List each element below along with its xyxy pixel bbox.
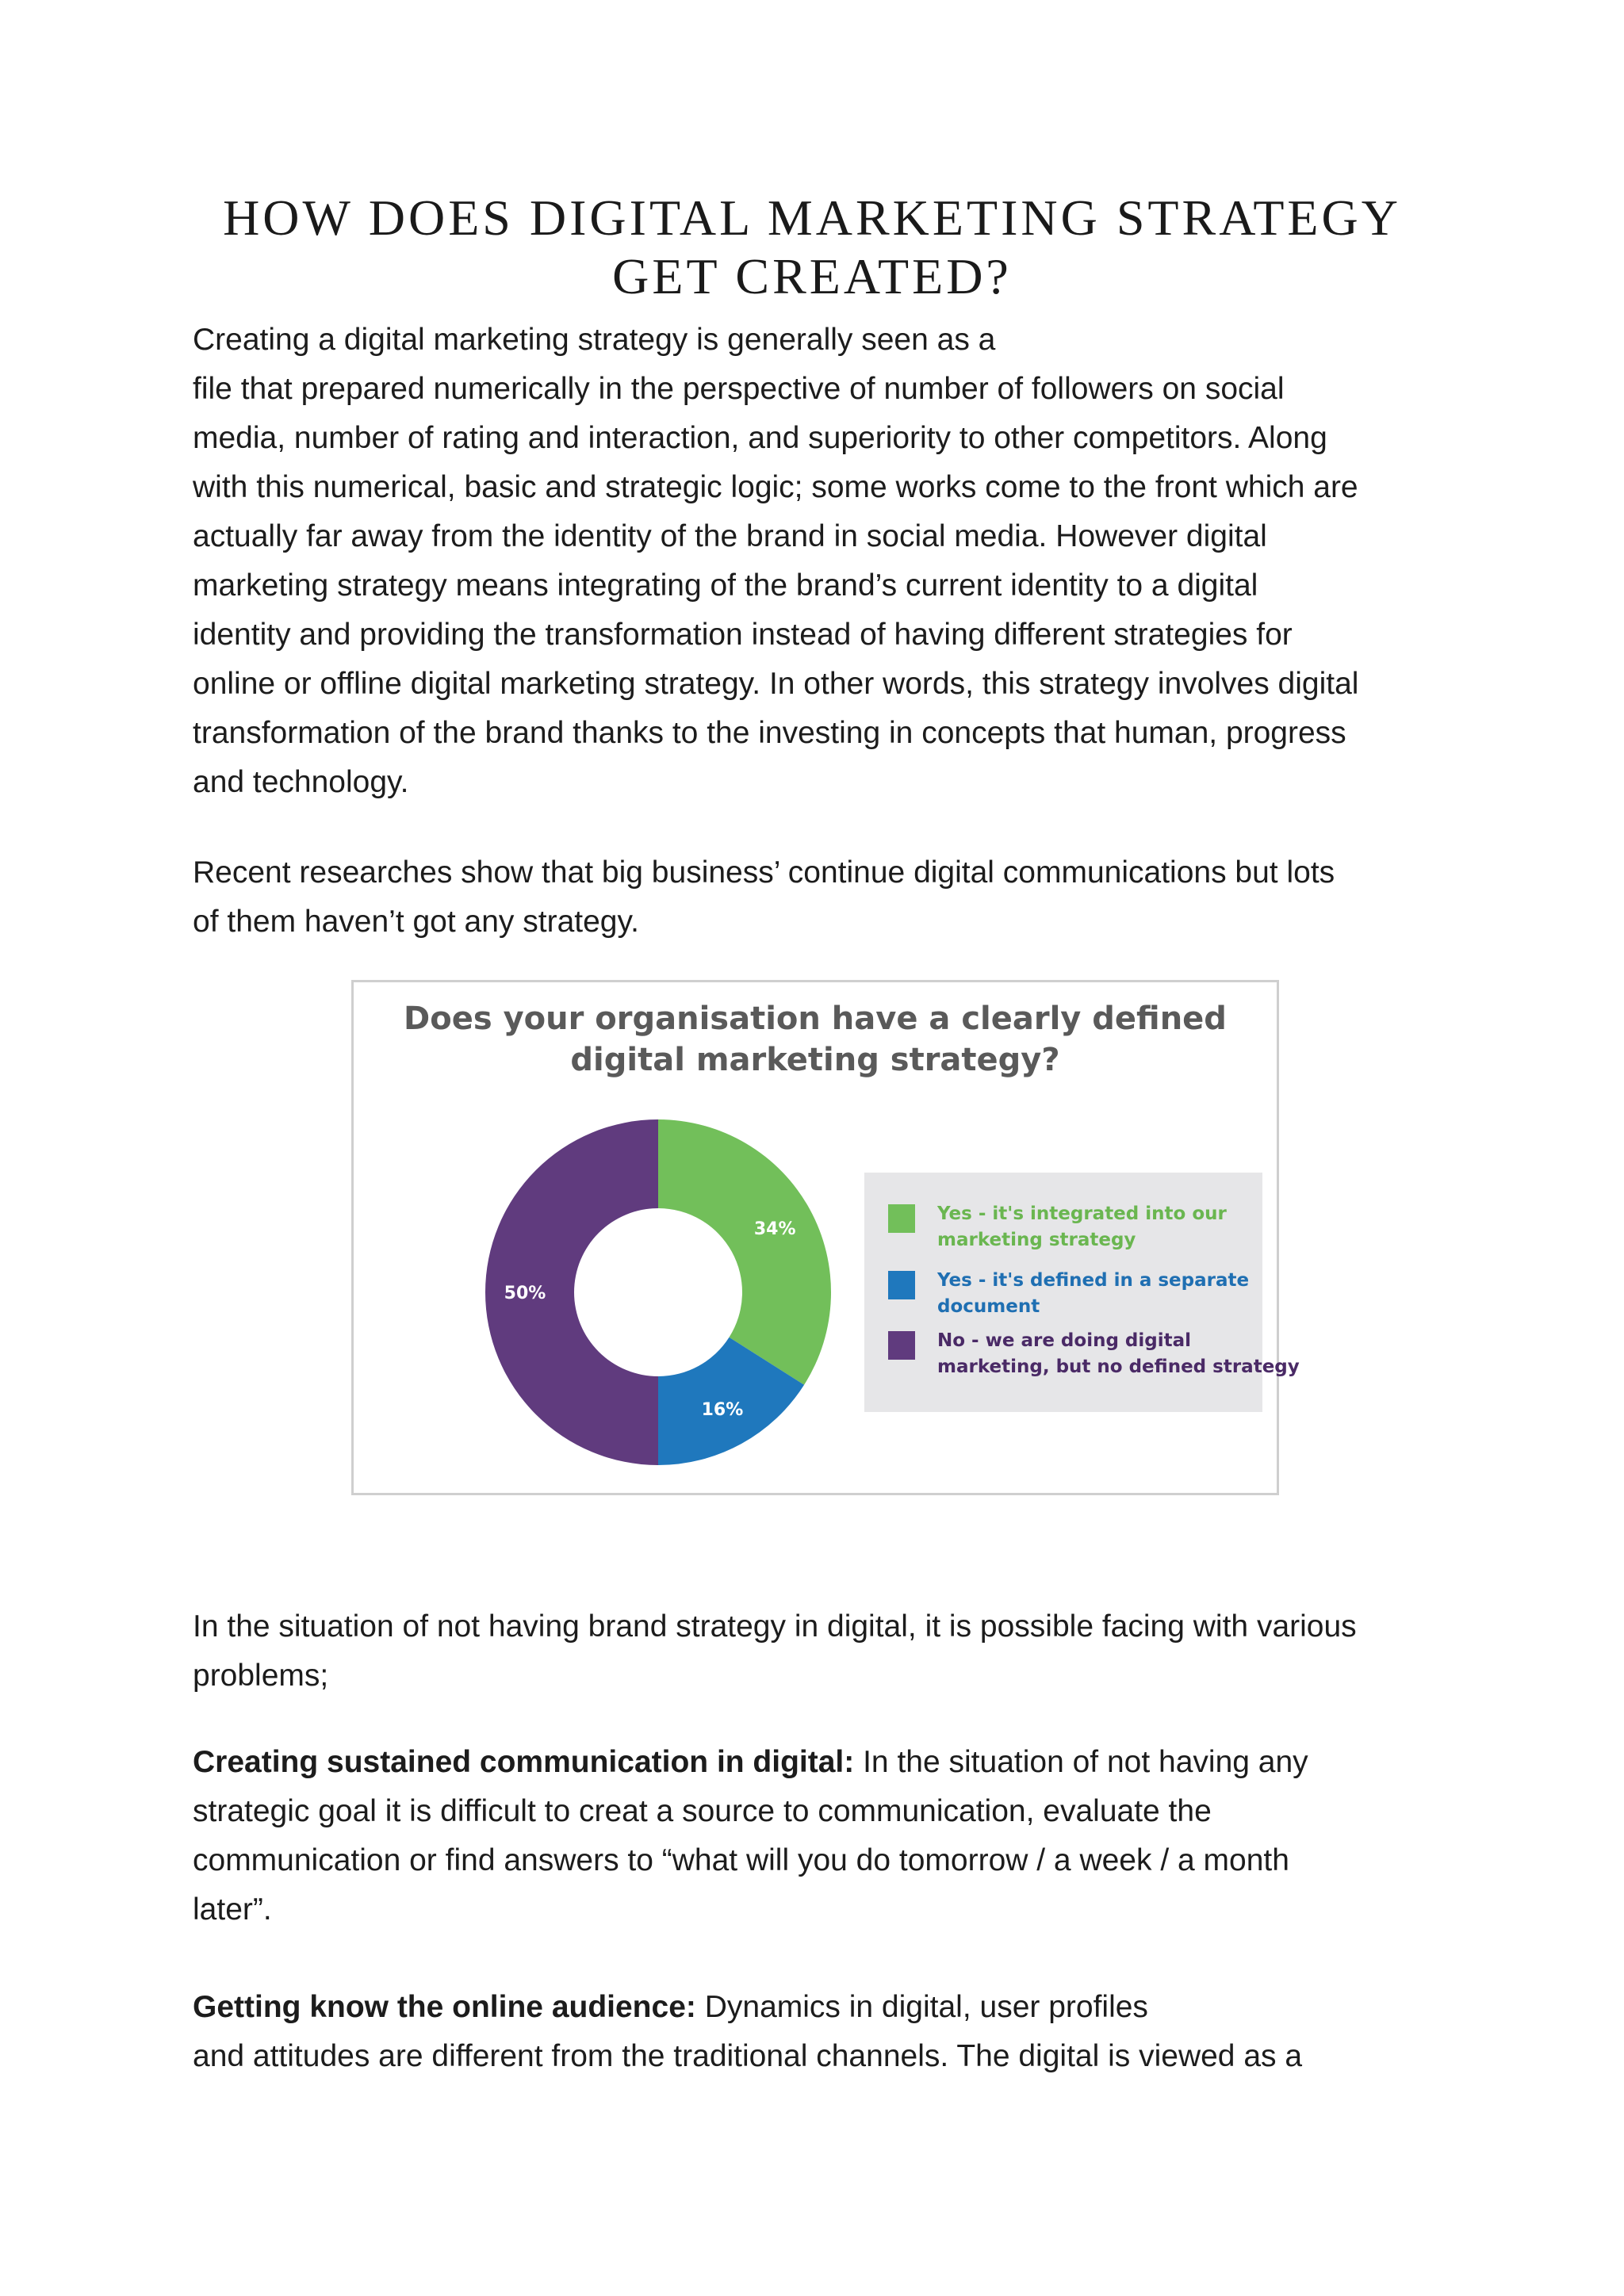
- donut-chart-figure: [351, 980, 1300, 1495]
- text-run: Dynamics in digital, user profiles: [695, 1990, 1148, 2024]
- text-line: marketing strategy means integrating of the brand’s current identity to a digital: [193, 568, 1258, 603]
- legend-swatch: [888, 1204, 915, 1233]
- legend-label-line: No - we are doing digital: [937, 1330, 1192, 1351]
- chart-legend: [864, 1173, 1300, 1412]
- text-line: [193, 1738, 1461, 1787]
- legend-label-line: Yes - it's integrated into our: [937, 1203, 1227, 1224]
- text-line: Creating a digital marketing strategy is generally seen as a: [193, 323, 996, 357]
- text-line: Recent researches show that big business’ continue digital communications but lots: [193, 855, 1335, 890]
- text-line: file that prepared numerically in the perspective of number of followers on social: [193, 372, 1285, 406]
- intro-paragraph: [193, 316, 1461, 807]
- title-line: HOW DOES DIGITAL MARKETING STRATEGY: [223, 189, 1401, 246]
- legend-label-line: marketing, but no defined strategy: [937, 1357, 1300, 1377]
- text-line: and technology.: [193, 765, 409, 799]
- online-audience-paragraph: [193, 1983, 1461, 2081]
- chart-title-line: Does your organisation have a clearly defined: [404, 1001, 1227, 1037]
- problems-intro-paragraph: [193, 1602, 1461, 1701]
- text-line: identity and providing the transformation instead of having different strategies for: [193, 618, 1293, 652]
- sustained-communication-paragraph: [193, 1738, 1461, 1934]
- donut-slice: [658, 1119, 831, 1385]
- text-line: media, number of rating and interaction, and superiority to other competitors. Along: [193, 421, 1327, 455]
- legend-label-line: Yes - it's defined in a separate: [937, 1270, 1250, 1291]
- chart-title-line: digital marketing strategy?: [570, 1042, 1060, 1078]
- page-title: [143, 189, 1481, 306]
- paragraph-heading: Creating sustained communication in digital:: [193, 1745, 855, 1779]
- text-line: [193, 1983, 1461, 2032]
- legend-swatch: [888, 1271, 915, 1299]
- text-line: In the situation of not having brand strategy in digital, it is possible facing with various: [193, 1609, 1357, 1644]
- slice-value-label: 34%: [753, 1219, 796, 1240]
- text-run: In the situation of not having any: [854, 1745, 1308, 1779]
- text-line: with this numerical, basic and strategic logic; some works come to the front which are: [193, 470, 1358, 504]
- text-line: online or offline digital marketing strategy. In other words, this strategy involves digital: [193, 667, 1359, 701]
- text-line: problems;: [193, 1659, 329, 1693]
- legend-label: [937, 1328, 1300, 1380]
- legend-label-line: document: [937, 1296, 1040, 1317]
- title-line: GET CREATED?: [612, 248, 1012, 304]
- text-line: communication or find answers to “what will you do tomorrow / a week / a month: [193, 1843, 1289, 1877]
- text-line: and attitudes are different from the traditional channels. The digital is viewed as a: [193, 2039, 1303, 2073]
- text-line: of them haven’t got any strategy.: [193, 905, 639, 939]
- donut-chart: [354, 982, 861, 1498]
- legend-swatch: [888, 1331, 915, 1360]
- research-paragraph: [193, 848, 1461, 947]
- paragraph-heading: Getting know the online audience:: [193, 1990, 696, 2024]
- legend-label-line: marketing strategy: [937, 1230, 1136, 1250]
- legend-label: [937, 1268, 1270, 1320]
- slice-value-label: 16%: [701, 1400, 744, 1421]
- legend-label: [937, 1201, 1270, 1253]
- text-line: later”.: [193, 1892, 272, 1927]
- slice-value-label: 50%: [504, 1284, 546, 1303]
- text-line: actually far away from the identity of the brand in social media. However digital: [193, 519, 1267, 553]
- text-line: transformation of the brand thanks to the investing in concepts that human, progress: [193, 716, 1346, 750]
- text-line: strategic goal it is difficult to creat a source to communication, evaluate the: [193, 1794, 1212, 1828]
